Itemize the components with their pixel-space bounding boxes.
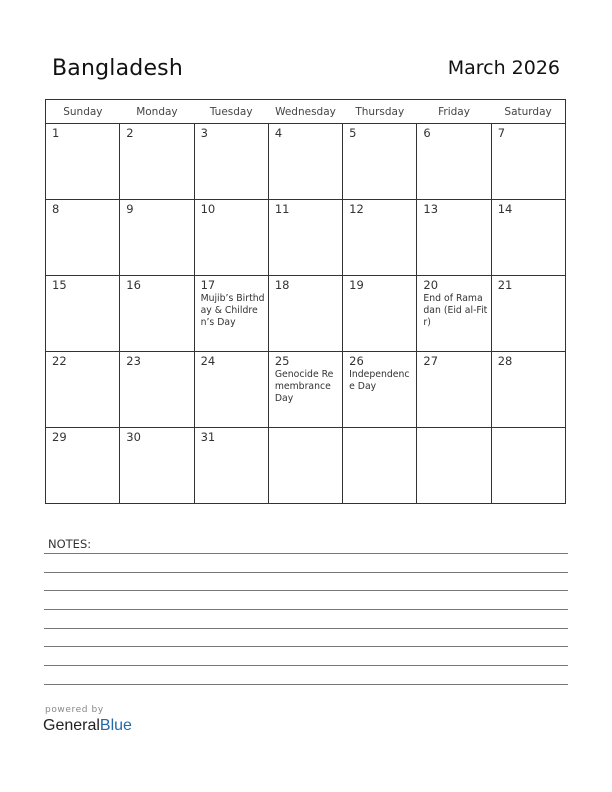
day-number: 18	[274, 278, 290, 292]
holiday-label: End of Ramadan (Eid al-Fitr)	[423, 293, 488, 328]
day-cell	[268, 276, 342, 352]
holiday-label: Genocide Remembrance Day	[274, 369, 334, 404]
month-year-title: March 2026	[447, 57, 560, 79]
day-number: 30	[126, 430, 141, 444]
day-cell	[417, 124, 491, 200]
day-number: 17	[200, 278, 216, 292]
week-row	[46, 276, 566, 352]
day-number: 3	[200, 126, 208, 140]
day-cell	[417, 428, 491, 504]
note-line	[44, 628, 568, 629]
generalblue-logo	[43, 717, 132, 735]
day-cell	[46, 352, 120, 428]
note-line	[44, 684, 568, 685]
holiday-label: Mujib’s Birthday & Children’s Day	[200, 293, 265, 328]
day-cell	[491, 124, 565, 200]
day-cell	[46, 200, 120, 276]
day-cell	[491, 276, 565, 352]
weekday-monday: Monday	[120, 100, 194, 124]
powered-by-text: powered by	[45, 705, 104, 715]
day-number: 8	[52, 202, 60, 216]
day-cell	[491, 428, 565, 504]
notes-label: NOTES:	[48, 537, 92, 551]
weekday-wednesday: Wednesday	[268, 100, 342, 124]
weekday-header-row	[46, 100, 566, 124]
day-number: 6	[423, 126, 431, 140]
day-cell	[194, 352, 268, 428]
country-title: Bangladesh	[52, 56, 183, 81]
day-cell	[120, 276, 194, 352]
day-number: 23	[126, 354, 141, 368]
day-cell	[120, 428, 194, 504]
day-cell	[417, 200, 491, 276]
day-number: 26	[349, 354, 364, 368]
day-cell	[417, 352, 491, 428]
day-cell	[491, 200, 565, 276]
day-cell	[417, 276, 491, 352]
day-cell	[46, 124, 120, 200]
day-number: 28	[497, 354, 513, 368]
day-number: 22	[52, 354, 67, 368]
weekday-sunday: Sunday	[46, 100, 120, 124]
day-number: 10	[200, 202, 216, 216]
day-cell	[268, 124, 342, 200]
day-number: 25	[274, 354, 290, 368]
day-number: 29	[52, 430, 67, 444]
day-cell	[491, 352, 565, 428]
day-number: 14	[497, 202, 513, 216]
day-cell	[194, 428, 268, 504]
note-line	[44, 572, 568, 573]
week-row	[46, 124, 566, 200]
day-number: 1	[52, 126, 60, 140]
day-cell	[343, 428, 417, 504]
day-number: 21	[497, 278, 513, 292]
weekday-saturday: Saturday	[491, 100, 565, 124]
day-cell	[268, 428, 342, 504]
day-number: 19	[349, 278, 364, 292]
week-row	[46, 352, 566, 428]
day-number: 15	[52, 278, 67, 292]
day-number: 20	[423, 278, 439, 292]
note-line	[44, 665, 568, 666]
day-number: 9	[126, 202, 134, 216]
calendar-grid	[45, 99, 566, 504]
day-number: 16	[126, 278, 141, 292]
day-number: 12	[349, 202, 364, 216]
day-cell	[120, 124, 194, 200]
day-cell	[268, 200, 342, 276]
holiday-label: Independence Day	[349, 369, 410, 392]
day-cell	[194, 200, 268, 276]
note-line	[44, 609, 568, 610]
day-number: 7	[497, 126, 506, 140]
day-number: 5	[349, 126, 357, 140]
day-number: 2	[126, 126, 134, 140]
day-number: 4	[274, 126, 283, 140]
day-number: 31	[200, 430, 216, 444]
weekday-thursday: Thursday	[343, 100, 417, 124]
note-line	[44, 646, 568, 647]
weekday-friday: Friday	[417, 100, 491, 124]
day-cell	[46, 276, 120, 352]
day-number: 24	[200, 354, 216, 368]
brand-blue: Blue	[99, 717, 132, 734]
day-cell	[120, 352, 194, 428]
week-row	[46, 200, 566, 276]
day-cell	[343, 276, 417, 352]
day-cell	[194, 276, 268, 352]
day-cell	[120, 200, 194, 276]
day-cell	[343, 200, 417, 276]
day-cell	[46, 428, 120, 504]
day-number: 11	[274, 202, 290, 216]
day-cell	[343, 124, 417, 200]
week-row	[46, 428, 566, 504]
day-number: 13	[423, 202, 439, 216]
note-line	[44, 590, 568, 591]
day-cell	[343, 352, 417, 428]
weekday-tuesday: Tuesday	[194, 100, 268, 124]
note-line	[44, 553, 568, 554]
day-cell	[268, 352, 342, 428]
brand-general: General	[43, 717, 100, 734]
day-cell	[194, 124, 268, 200]
day-number: 27	[423, 354, 439, 368]
